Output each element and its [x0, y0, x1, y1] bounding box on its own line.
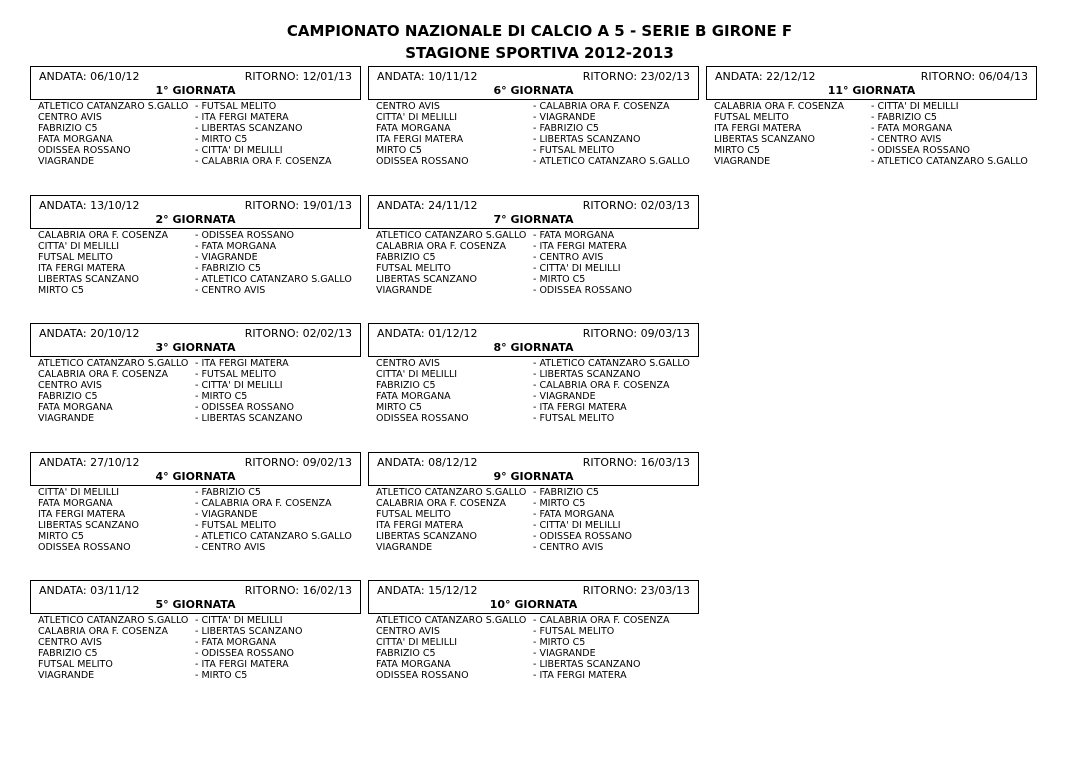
match-row — [30, 402, 361, 413]
away-team: - CITTA' DI MELILLI — [533, 263, 621, 274]
round-block — [368, 452, 699, 553]
round-header — [30, 580, 361, 614]
match-row — [30, 413, 361, 424]
away-team: - MIRTO C5 — [533, 637, 586, 648]
home-team: LIBERTAS SCANZANO — [714, 134, 815, 145]
home-team: CALABRIA ORA F. COSENZA — [38, 369, 169, 380]
home-team: FABRIZIO C5 — [376, 380, 436, 391]
round-block — [368, 195, 699, 296]
away-team: - FABRIZIO C5 — [195, 263, 261, 274]
home-team: ODISSEA ROSSANO — [38, 542, 131, 553]
match-row — [368, 520, 699, 531]
home-team: ODISSEA ROSSANO — [376, 670, 469, 681]
away-team: - VIAGRANDE — [533, 648, 596, 659]
home-team: FATA MORGANA — [38, 498, 113, 509]
home-team: CALABRIA ORA F. COSENZA — [38, 626, 169, 637]
match-row — [368, 252, 699, 263]
match-row — [30, 615, 361, 626]
andata-date: ANDATA: 08/12/12 — [377, 456, 478, 469]
away-team: - CALABRIA ORA F. COSENZA — [533, 380, 670, 391]
match-row — [368, 659, 699, 670]
match-row — [368, 637, 699, 648]
home-team: CENTRO AVIS — [376, 358, 440, 369]
match-list — [30, 101, 361, 167]
away-team: - CENTRO AVIS — [533, 542, 604, 553]
round-block — [368, 580, 699, 681]
away-team: - FATA MORGANA — [871, 123, 953, 134]
away-team: - ODISSEA ROSSANO — [195, 648, 295, 659]
match-row — [30, 358, 361, 369]
match-row — [368, 615, 699, 626]
away-team: - MIRTO C5 — [195, 134, 248, 145]
ritorno-date: RITORNO: 09/02/13 — [244, 456, 352, 469]
home-team: FATA MORGANA — [376, 123, 451, 134]
ritorno-date: RITORNO: 09/03/13 — [582, 327, 690, 340]
home-team: FABRIZIO C5 — [376, 648, 436, 659]
match-row — [368, 134, 699, 145]
home-team: MIRTO C5 — [714, 145, 760, 156]
away-team: - CENTRO AVIS — [871, 134, 942, 145]
match-row — [30, 241, 361, 252]
away-team: - CITTA' DI MELILLI — [533, 520, 621, 531]
away-team: - ATLETICO CATANZARO S.GALLO — [533, 156, 690, 167]
away-team: - VIAGRANDE — [195, 252, 258, 263]
round-title: 7° GIORNATA — [493, 213, 574, 226]
round-title: 8° GIORNATA — [493, 341, 574, 354]
round-title: 9° GIORNATA — [493, 470, 574, 483]
match-row — [368, 101, 699, 112]
home-team: FABRIZIO C5 — [38, 391, 98, 402]
home-team: CITTA' DI MELILLI — [38, 241, 120, 252]
round-header — [368, 66, 699, 100]
home-team: ATLETICO CATANZARO S.GALLO — [38, 358, 189, 369]
round-header — [368, 323, 699, 357]
match-row — [368, 670, 699, 681]
match-row — [368, 648, 699, 659]
match-row — [30, 156, 361, 167]
home-team: ATLETICO CATANZARO S.GALLO — [376, 230, 527, 241]
away-team: - FABRIZIO C5 — [871, 112, 937, 123]
away-team: - FUTSAL MELITO — [195, 520, 277, 531]
home-team: LIBERTAS SCANZANO — [38, 274, 139, 285]
round-header — [368, 195, 699, 229]
match-row — [30, 542, 361, 553]
match-row — [30, 145, 361, 156]
away-team: - LIBERTAS SCANZANO — [533, 659, 641, 670]
match-list — [30, 615, 361, 681]
away-team: - CENTRO AVIS — [195, 542, 266, 553]
away-team: - CENTRO AVIS — [195, 285, 266, 296]
away-team: - ODISSEA ROSSANO — [871, 145, 971, 156]
match-row — [30, 380, 361, 391]
home-team: ITA FERGI MATERA — [714, 123, 802, 134]
match-list — [706, 101, 1037, 167]
match-row — [706, 101, 1037, 112]
away-team: - ITA FERGI MATERA — [533, 241, 627, 252]
home-team: VIAGRANDE — [38, 156, 95, 167]
ritorno-date: RITORNO: 06/04/13 — [920, 70, 1028, 83]
home-team: CALABRIA ORA F. COSENZA — [376, 241, 507, 252]
away-team: - ATLETICO CATANZARO S.GALLO — [195, 531, 352, 542]
home-team: CITTA' DI MELILLI — [38, 487, 120, 498]
match-list — [368, 615, 699, 681]
away-team: - FATA MORGANA — [195, 241, 277, 252]
home-team: ITA FERGI MATERA — [38, 263, 126, 274]
round-header — [30, 195, 361, 229]
match-row — [30, 626, 361, 637]
match-row — [368, 626, 699, 637]
home-team: MIRTO C5 — [376, 145, 422, 156]
away-team: - VIAGRANDE — [195, 509, 258, 520]
away-team: - FUTSAL MELITO — [195, 369, 277, 380]
match-row — [368, 156, 699, 167]
round-block — [30, 195, 361, 296]
home-team: CENTRO AVIS — [38, 380, 102, 391]
home-team: VIAGRANDE — [376, 542, 433, 553]
away-team: - MIRTO C5 — [195, 670, 248, 681]
andata-date: ANDATA: 15/12/12 — [377, 584, 478, 597]
away-team: - ITA FERGI MATERA — [195, 358, 289, 369]
round-header — [368, 580, 699, 614]
home-team: CENTRO AVIS — [376, 101, 440, 112]
match-row — [30, 101, 361, 112]
ritorno-date: RITORNO: 02/03/13 — [582, 199, 690, 212]
match-row — [368, 380, 699, 391]
away-team: - ATLETICO CATANZARO S.GALLO — [195, 274, 352, 285]
match-row — [30, 487, 361, 498]
away-team: - CALABRIA ORA F. COSENZA — [533, 101, 670, 112]
andata-date: ANDATA: 20/10/12 — [39, 327, 140, 340]
ritorno-date: RITORNO: 02/02/13 — [244, 327, 352, 340]
match-row — [368, 509, 699, 520]
home-team: LIBERTAS SCANZANO — [376, 274, 477, 285]
round-block — [30, 323, 361, 424]
away-team: - FUTSAL MELITO — [533, 626, 615, 637]
home-team: CENTRO AVIS — [38, 637, 102, 648]
match-row — [30, 252, 361, 263]
match-row — [30, 123, 361, 134]
home-team: FABRIZIO C5 — [38, 648, 98, 659]
away-team: - MIRTO C5 — [195, 391, 248, 402]
match-row — [30, 285, 361, 296]
home-team: ITA FERGI MATERA — [376, 134, 464, 145]
away-team: - LIBERTAS SCANZANO — [195, 413, 303, 424]
match-row — [368, 112, 699, 123]
away-team: - FUTSAL MELITO — [533, 413, 615, 424]
away-team: - FUTSAL MELITO — [533, 145, 615, 156]
match-row — [368, 274, 699, 285]
home-team: CENTRO AVIS — [38, 112, 102, 123]
home-team: FUTSAL MELITO — [38, 659, 113, 670]
ritorno-date: RITORNO: 16/02/13 — [244, 584, 352, 597]
away-team: - FATA MORGANA — [533, 230, 615, 241]
match-list — [30, 230, 361, 296]
away-team: - VIAGRANDE — [533, 391, 596, 402]
home-team: MIRTO C5 — [38, 285, 84, 296]
ritorno-date: RITORNO: 12/01/13 — [244, 70, 352, 83]
away-team: - FATA MORGANA — [533, 509, 615, 520]
match-row — [706, 112, 1037, 123]
away-team: - CITTA' DI MELILLI — [871, 101, 959, 112]
round-header — [30, 323, 361, 357]
ritorno-date: RITORNO: 19/01/13 — [244, 199, 352, 212]
match-list — [30, 487, 361, 553]
home-team: ITA FERGI MATERA — [376, 520, 464, 531]
home-team: FATA MORGANA — [38, 402, 113, 413]
home-team: ODISSEA ROSSANO — [376, 156, 469, 167]
away-team: - ATLETICO CATANZARO S.GALLO — [871, 156, 1028, 167]
away-team: - LIBERTAS SCANZANO — [533, 369, 641, 380]
away-team: - LIBERTAS SCANZANO — [195, 123, 303, 134]
round-title: 11° GIORNATA — [827, 84, 916, 97]
match-row — [368, 487, 699, 498]
andata-date: ANDATA: 27/10/12 — [39, 456, 140, 469]
home-team: LIBERTAS SCANZANO — [376, 531, 477, 542]
round-title: 6° GIORNATA — [493, 84, 574, 97]
match-row — [368, 498, 699, 509]
match-row — [30, 531, 361, 542]
match-row — [368, 391, 699, 402]
home-team: VIAGRANDE — [38, 670, 95, 681]
away-team: - ITA FERGI MATERA — [195, 112, 289, 123]
away-team: - CENTRO AVIS — [533, 252, 604, 263]
away-team: - CITTA' DI MELILLI — [195, 145, 283, 156]
home-team: ATLETICO CATANZARO S.GALLO — [38, 101, 189, 112]
away-team: - ODISSEA ROSSANO — [533, 285, 633, 296]
away-team: - LIBERTAS SCANZANO — [533, 134, 641, 145]
round-title: 4° GIORNATA — [155, 470, 236, 483]
match-row — [706, 134, 1037, 145]
match-row — [30, 670, 361, 681]
match-list — [368, 101, 699, 167]
away-team: - FABRIZIO C5 — [533, 123, 599, 134]
andata-date: ANDATA: 13/10/12 — [39, 199, 140, 212]
home-team: VIAGRANDE — [376, 285, 433, 296]
away-team: - FABRIZIO C5 — [533, 487, 599, 498]
match-row — [368, 145, 699, 156]
away-team: - ODISSEA ROSSANO — [195, 230, 295, 241]
home-team: FATA MORGANA — [376, 391, 451, 402]
match-row — [706, 156, 1037, 167]
home-team: LIBERTAS SCANZANO — [38, 520, 139, 531]
home-team: CALABRIA ORA F. COSENZA — [714, 101, 845, 112]
match-row — [30, 112, 361, 123]
round-block — [30, 580, 361, 681]
ritorno-date: RITORNO: 23/03/13 — [582, 584, 690, 597]
round-title: 1° GIORNATA — [155, 84, 236, 97]
home-team: VIAGRANDE — [38, 413, 95, 424]
match-row — [368, 542, 699, 553]
match-row — [30, 134, 361, 145]
home-team: FATA MORGANA — [38, 134, 113, 145]
home-team: FUTSAL MELITO — [38, 252, 113, 263]
round-title: 3° GIORNATA — [155, 341, 236, 354]
round-title: 10° GIORNATA — [489, 598, 578, 611]
away-team: - ITA FERGI MATERA — [533, 402, 627, 413]
match-row — [30, 230, 361, 241]
ritorno-date: RITORNO: 23/02/13 — [582, 70, 690, 83]
home-team: FABRIZIO C5 — [38, 123, 98, 134]
andata-date: ANDATA: 22/12/12 — [715, 70, 816, 83]
andata-date: ANDATA: 10/11/12 — [377, 70, 478, 83]
round-header — [30, 66, 361, 100]
away-team: - MIRTO C5 — [533, 498, 586, 509]
match-list — [30, 358, 361, 424]
home-team: ODISSEA ROSSANO — [376, 413, 469, 424]
match-row — [30, 509, 361, 520]
away-team: - FUTSAL MELITO — [195, 101, 277, 112]
match-row — [368, 402, 699, 413]
home-team: CALABRIA ORA F. COSENZA — [38, 230, 169, 241]
home-team: FABRIZIO C5 — [376, 252, 436, 263]
match-row — [30, 520, 361, 531]
away-team: - LIBERTAS SCANZANO — [195, 626, 303, 637]
round-title: 5° GIORNATA — [155, 598, 236, 611]
round-block — [706, 66, 1037, 167]
match-row — [706, 145, 1037, 156]
away-team: - CALABRIA ORA F. COSENZA — [195, 156, 332, 167]
match-row — [30, 369, 361, 380]
match-list — [368, 230, 699, 296]
round-title: 2° GIORNATA — [155, 213, 236, 226]
match-row — [368, 358, 699, 369]
match-row — [368, 413, 699, 424]
season-subtitle: STAGIONE SPORTIVA 2012-2013 — [405, 44, 674, 62]
away-team: - CITTA' DI MELILLI — [195, 615, 283, 626]
home-team: ATLETICO CATANZARO S.GALLO — [376, 487, 527, 498]
home-team: FATA MORGANA — [376, 659, 451, 670]
round-block — [30, 452, 361, 553]
away-team: - FABRIZIO C5 — [195, 487, 261, 498]
andata-date: ANDATA: 06/10/12 — [39, 70, 140, 83]
away-team: - MIRTO C5 — [533, 274, 586, 285]
home-team: ATLETICO CATANZARO S.GALLO — [38, 615, 189, 626]
home-team: FUTSAL MELITO — [376, 263, 451, 274]
match-row — [368, 369, 699, 380]
ritorno-date: RITORNO: 16/03/13 — [582, 456, 690, 469]
home-team: ODISSEA ROSSANO — [38, 145, 131, 156]
match-row — [30, 648, 361, 659]
home-team: FUTSAL MELITO — [714, 112, 789, 123]
match-row — [30, 637, 361, 648]
home-team: CITTA' DI MELILLI — [376, 369, 458, 380]
away-team: - ODISSEA ROSSANO — [195, 402, 295, 413]
home-team: ITA FERGI MATERA — [38, 509, 126, 520]
round-block — [30, 66, 361, 167]
away-team: - CALABRIA ORA F. COSENZA — [533, 615, 670, 626]
match-row — [368, 263, 699, 274]
round-block — [368, 323, 699, 424]
round-block — [368, 66, 699, 167]
home-team: CENTRO AVIS — [376, 626, 440, 637]
andata-date: ANDATA: 03/11/12 — [39, 584, 140, 597]
match-row — [368, 285, 699, 296]
match-row — [30, 659, 361, 670]
home-team: FUTSAL MELITO — [376, 509, 451, 520]
home-team: MIRTO C5 — [376, 402, 422, 413]
away-team: - CALABRIA ORA F. COSENZA — [195, 498, 332, 509]
match-row — [30, 274, 361, 285]
andata-date: ANDATA: 24/11/12 — [377, 199, 478, 212]
match-list — [368, 358, 699, 424]
match-row — [706, 123, 1037, 134]
away-team: - ATLETICO CATANZARO S.GALLO — [533, 358, 690, 369]
match-row — [30, 498, 361, 509]
home-team: ATLETICO CATANZARO S.GALLO — [376, 615, 527, 626]
home-team: VIAGRANDE — [714, 156, 771, 167]
match-row — [30, 263, 361, 274]
away-team: - CITTA' DI MELILLI — [195, 380, 283, 391]
match-row — [368, 230, 699, 241]
andata-date: ANDATA: 01/12/12 — [377, 327, 478, 340]
away-team: - VIAGRANDE — [533, 112, 596, 123]
home-team: CITTA' DI MELILLI — [376, 112, 458, 123]
page-title: CAMPIONATO NAZIONALE DI CALCIO A 5 - SERIE B GIRONE F — [286, 22, 793, 40]
away-team: - ITA FERGI MATERA — [195, 659, 289, 670]
away-team: - ITA FERGI MATERA — [533, 670, 627, 681]
match-list — [368, 487, 699, 553]
match-row — [30, 391, 361, 402]
home-team: CITTA' DI MELILLI — [376, 637, 458, 648]
match-row — [368, 531, 699, 542]
home-team: CALABRIA ORA F. COSENZA — [376, 498, 507, 509]
round-header — [706, 66, 1037, 100]
away-team: - ODISSEA ROSSANO — [533, 531, 633, 542]
round-header — [30, 452, 361, 486]
home-team: MIRTO C5 — [38, 531, 84, 542]
match-row — [368, 241, 699, 252]
round-header — [368, 452, 699, 486]
away-team: - FATA MORGANA — [195, 637, 277, 648]
match-row — [368, 123, 699, 134]
